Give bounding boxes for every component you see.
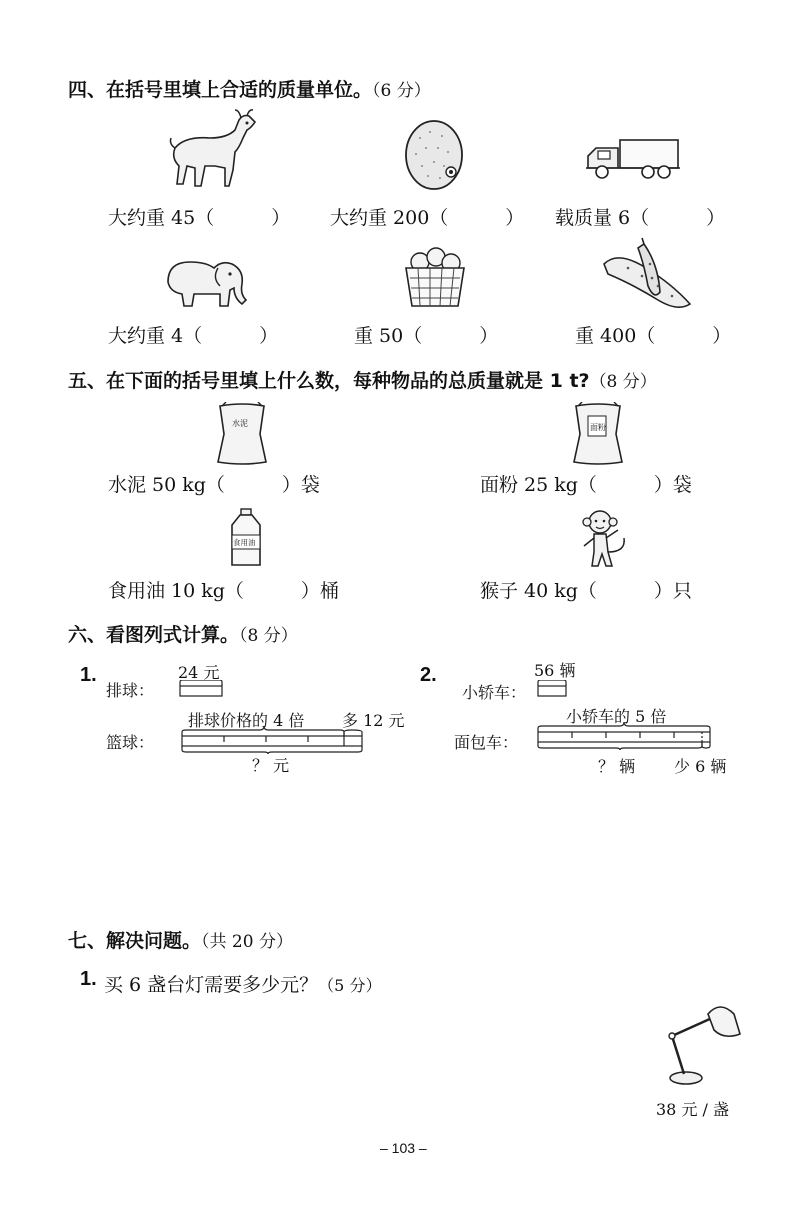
fruit-basket-image: [402, 244, 468, 310]
oil-bottle-image: [226, 507, 266, 569]
car-count: 56 辆: [534, 661, 576, 680]
flour-bag-label: 面粉: [590, 423, 606, 432]
volleyball-label: 排球：: [106, 681, 155, 700]
basketball-extra: 多 12 元: [342, 711, 405, 730]
cement-bag-label: 水泥: [232, 419, 248, 428]
elephant-image: [160, 254, 250, 310]
melon-weight-item: 大约重 200（ ）: [330, 207, 525, 229]
section4-title: 四、在括号里填上合适的质量单位。（6 分）: [68, 79, 431, 101]
van-less: 少 6 辆: [674, 757, 727, 776]
elephant-weight-item: 大约重 4（ ）: [108, 325, 279, 347]
goat-weight-item: 大约重 45（ ）: [108, 207, 291, 229]
basketball-question: ？ 元: [252, 756, 290, 775]
melon-image: [402, 118, 466, 192]
volleyball-bar-diagram: [176, 680, 376, 754]
section5-title: 五、在下面的括号里填上什么数，每种物品的总质量就是 1 t?（8 分）: [68, 370, 657, 392]
basket-weight-item: 重 50（ ）: [354, 325, 499, 347]
winter-melon-image: [598, 234, 698, 316]
car-bar-diagram: [534, 680, 718, 756]
section7-title: 七、解决问题。（共 20 分）: [68, 930, 293, 952]
cement-item: 水泥 50 kg（ ）袋: [108, 474, 320, 496]
cement-bag-image: [214, 402, 270, 466]
basketball-relation: 排球价格的 4 倍: [188, 711, 305, 730]
volleyball-price: 24 元: [178, 663, 220, 682]
goat-image: [165, 108, 260, 190]
oil-bottle-label: 食用油: [233, 538, 256, 547]
flour-item: 面粉 25 kg（ ）袋: [480, 474, 692, 496]
monkey-item: 猴子 40 kg（ ）只: [480, 580, 692, 602]
car-label: 小轿车：: [462, 683, 527, 702]
flour-bag-image: [570, 402, 626, 466]
monkey-image: [576, 508, 632, 570]
desk-lamp-image: [662, 1000, 742, 1088]
oil-item: 食用油 10 kg（ ）桶: [108, 580, 339, 602]
problem2-number: 2.: [420, 664, 437, 686]
lamp-price: 38 元 / 盏: [656, 1100, 730, 1119]
van-question: ？ 辆: [598, 757, 636, 776]
winter-melon-weight-item: 重 400（ ）: [575, 325, 732, 347]
page-number: – 103 –: [380, 1140, 427, 1156]
truck-capacity-item: 载质量 6（ ）: [555, 207, 726, 229]
van-label: 面包车：: [454, 733, 519, 752]
question1-number: 1.: [80, 968, 97, 990]
van-relation: 小轿车的 5 倍: [566, 707, 667, 726]
problem1-number: 1.: [80, 664, 97, 686]
section6-title: 六、看图列式计算。（8 分）: [68, 624, 298, 646]
question1-text: 买 6 盏台灯需要多少元？（5 分）: [104, 974, 382, 996]
truck-image: [584, 136, 684, 182]
basketball-label: 篮球：: [106, 733, 155, 752]
